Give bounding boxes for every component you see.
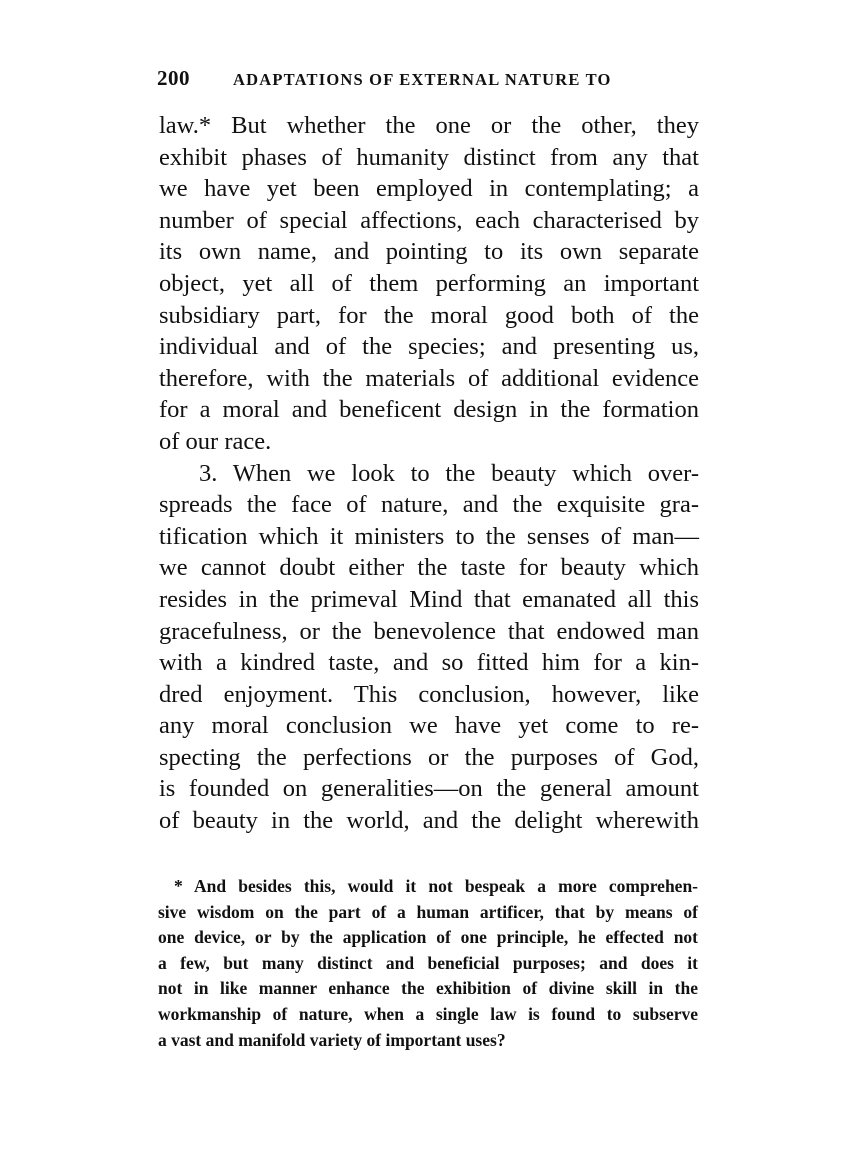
running-title: ADAPTATIONS OF EXTERNAL NATURE TO xyxy=(233,70,612,89)
text-line: law.* But whether the one or the other, they xyxy=(159,112,699,139)
text-line: specting the perfections or the purposes of God, xyxy=(159,743,699,771)
text-line: therefore, with the materials of additional evidence xyxy=(159,364,699,392)
text-line: subsidiary part, for the moral good both of the xyxy=(159,301,699,329)
body-text xyxy=(159,110,699,837)
text-line: number of special affections, each characterised by xyxy=(159,206,699,234)
text-line: any moral conclusion we have yet come to re- xyxy=(159,712,699,740)
text-line: resides in the primeval Mind that emanated all this xyxy=(159,585,699,613)
footnote xyxy=(158,874,698,1053)
text-line: tification which it ministers to the senses of man— xyxy=(159,522,699,550)
footnote-line: a few, but many distinct and beneficial purposes; and does it xyxy=(158,952,698,973)
footnote-line: not in like manner enhance the exhibition of divine skill in the xyxy=(158,978,698,999)
footnote-line: * And besides this, would it not bespeak a more comprehen- xyxy=(174,876,698,896)
text-line: we have yet been employed in contemplating; a xyxy=(159,175,699,203)
page-number: 200 xyxy=(157,66,190,90)
text-line: with a kindred taste, and so fitted him for a kin- xyxy=(159,649,699,677)
footnote-line: a vast and manifold variety of important uses? xyxy=(158,1029,506,1050)
running-head xyxy=(157,66,697,94)
text-line: of beauty in the world, and the delight wherewith xyxy=(159,807,699,835)
text-line: dred enjoyment. This conclusion, however, like xyxy=(159,680,699,708)
text-line: for a moral and beneficent design in the formation xyxy=(159,396,699,424)
text-line: of our race. xyxy=(159,427,272,455)
footnote-line: workmanship of nature, when a single law is found to subserve xyxy=(158,1003,698,1024)
text-line: individual and of the species; and presenting us, xyxy=(159,333,699,361)
text-line: its own name, and pointing to its own separate xyxy=(159,238,699,266)
text-line: we cannot doubt either the taste for beauty which xyxy=(159,554,699,582)
text-line: object, yet all of them performing an important xyxy=(159,269,699,297)
footnote-line: one device, or by the application of one principle, he effected not xyxy=(158,927,698,948)
text-line: is founded on generalities—on the general amount xyxy=(159,775,699,803)
footnote-line: sive wisdom on the part of a human artificer, that by means of xyxy=(158,901,698,922)
text-line: spreads the face of nature, and the exquisite gra- xyxy=(159,491,699,519)
text-line: exhibit phases of humanity distinct from any that xyxy=(159,143,699,171)
text-line: 3. When we look to the beauty which over- xyxy=(199,459,699,487)
text-line: gracefulness, or the benevolence that endowed man xyxy=(159,617,699,645)
